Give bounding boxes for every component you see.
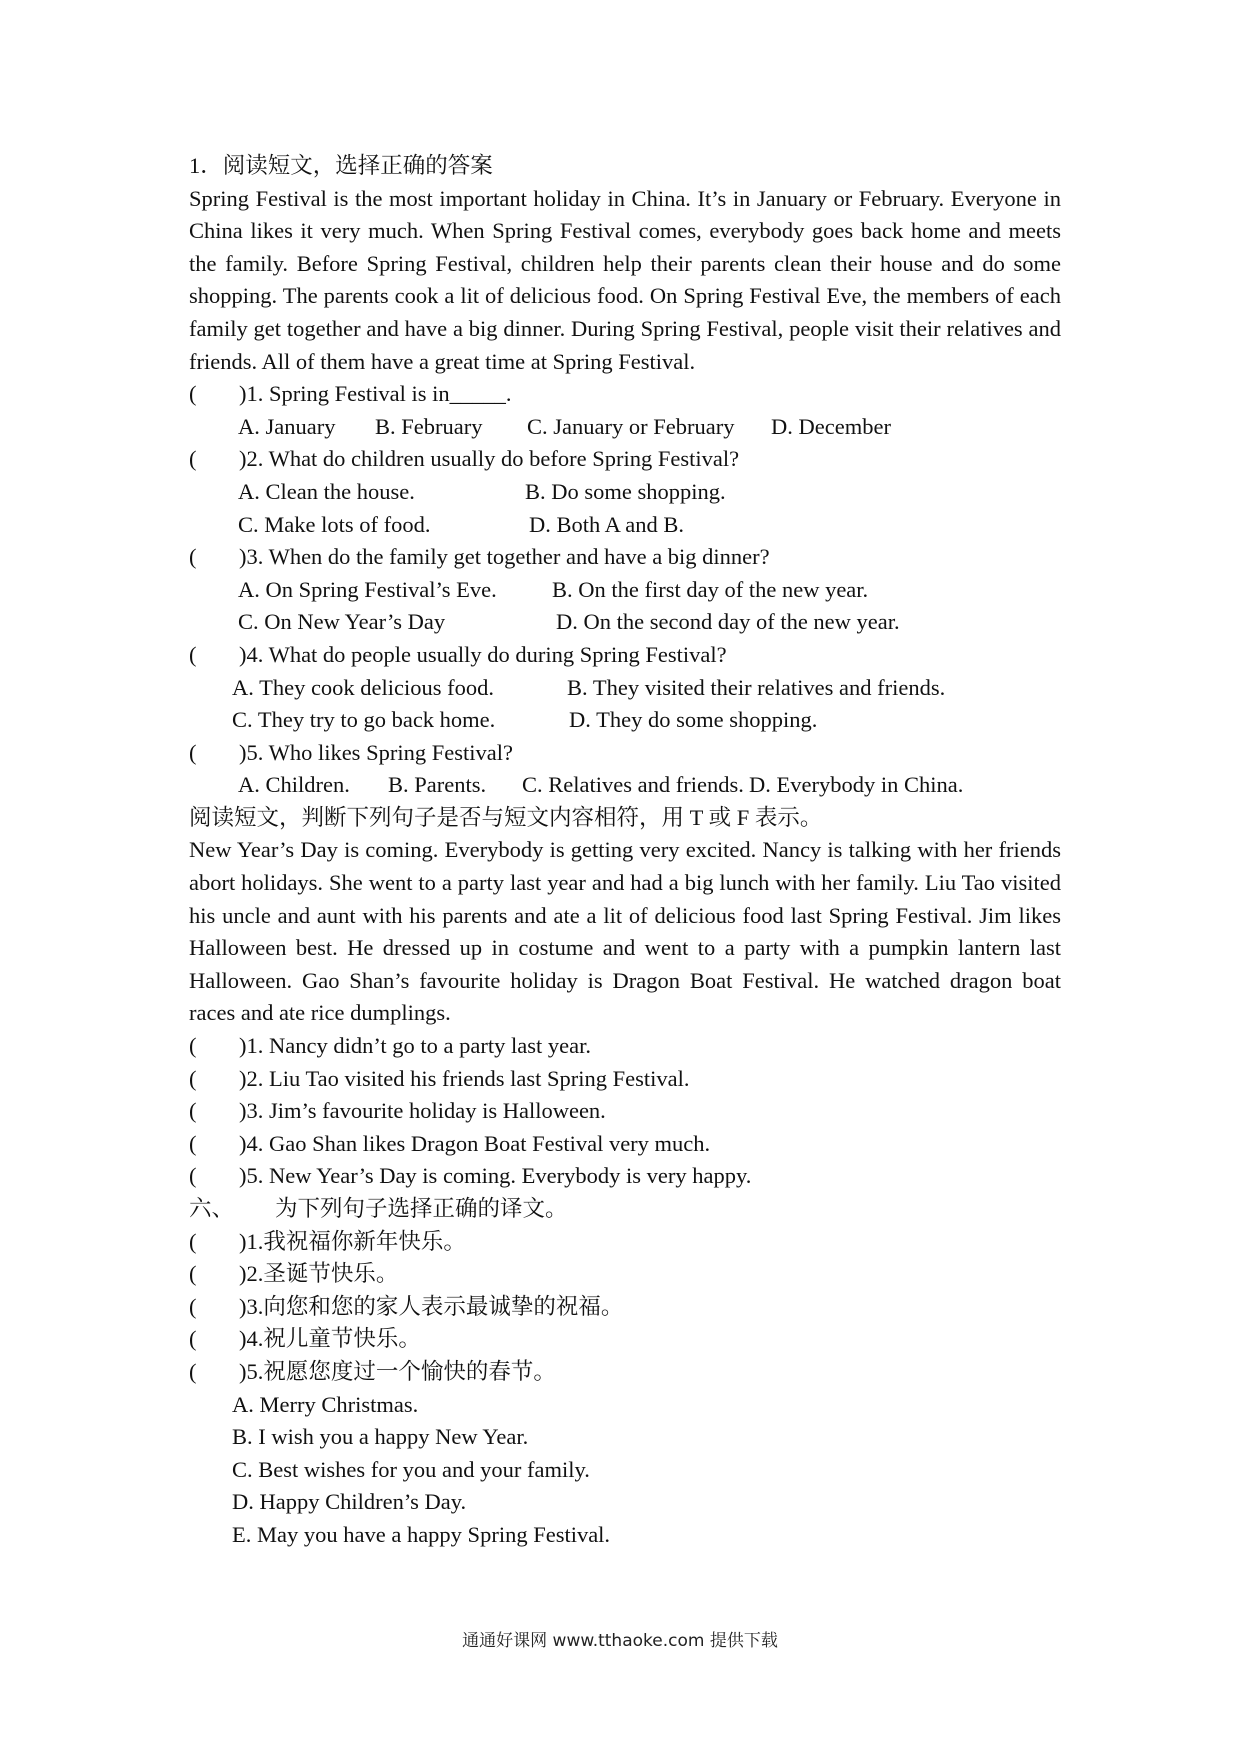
statement-text: )2. Liu Tao visited his friends last Spring Festival. (239, 1065, 690, 1091)
option: B. February (375, 413, 483, 439)
answer-paren[interactable]: ( (189, 446, 197, 472)
item-text: )4.祝儿童节快乐。 (239, 1326, 421, 1352)
translation-item (189, 1291, 1061, 1324)
choice-text: D. Happy Children’s Day. (232, 1489, 467, 1515)
translation-item (189, 1356, 1061, 1389)
answer-paren[interactable]: ( (189, 1098, 197, 1124)
choice-line (189, 1486, 1061, 1519)
section3-heading (189, 1193, 1061, 1226)
section1-heading: 1．阅读短文，选择正确的答案 (189, 153, 493, 178)
option: A. On Spring Festival’s Eve. (238, 576, 497, 602)
translation-item (189, 1323, 1061, 1356)
options-row (189, 574, 1061, 607)
choice-line (189, 1389, 1061, 1422)
page-footer: 通通好课网 www.tthaoke.com 提供下载 (462, 1631, 778, 1651)
translation-item (189, 1226, 1061, 1259)
section3-title: 为下列句子选择正确的译文。 (275, 1196, 568, 1221)
choice-text: B. I wish you a happy New Year. (232, 1424, 529, 1450)
option: D. Both A and B. (529, 511, 685, 537)
choice-line (189, 1519, 1061, 1552)
question-text: )2. What do children usually do before Spring Festival? (239, 446, 740, 472)
section-number: 六、 (189, 1196, 235, 1221)
statement-text: )1. Nancy didn’t go to a party last year. (239, 1033, 591, 1059)
option: C. On New Year’s Day (238, 609, 446, 635)
answer-paren[interactable]: ( (189, 1163, 197, 1189)
answer-paren[interactable]: ( (189, 739, 197, 765)
answer-paren[interactable]: ( (189, 1293, 197, 1319)
options-row (189, 476, 1061, 509)
options-row (189, 704, 1061, 737)
question-text: )5. Who likes Spring Festival? (239, 739, 513, 765)
mc-question (189, 737, 1061, 770)
option: A. January (238, 413, 336, 439)
answer-paren[interactable]: ( (189, 544, 197, 570)
choice-text: C. Best wishes for you and your family. (232, 1456, 590, 1482)
option: A. They cook delicious food. (232, 674, 495, 700)
item-text: )2.圣诞节快乐。 (239, 1261, 399, 1287)
tf-statement (189, 1030, 1061, 1063)
option: B. Do some shopping. (525, 478, 726, 504)
options-row (189, 509, 1061, 542)
choice-text: A. Merry Christmas. (232, 1391, 419, 1417)
item-text: )1.我祝福你新年快乐。 (239, 1228, 466, 1254)
question-text: )3. When do the family get together and have a big dinner? (239, 544, 770, 570)
option: D. December (771, 413, 891, 439)
option: D. On the second day of the new year. (556, 609, 900, 635)
option: C. Relatives and friends. (522, 772, 744, 798)
section2-passage: New Year’s Day is coming. Everybody is getting very excited. Nancy is talking with her friends abort holidays. She went to a party last year and had a big lunch with her family. Liu Tao visited his uncle and aunt with his parents and ate a lit of delicious food last Spring Festival. Jim likes Halloween best. He dressed up in costume and went to a party with a pumpkin lantern last Halloween. Gao Shan’s favourite holiday is Dragon Boat Festival. He watched dragon boat races and ate rice dumplings. (189, 837, 1061, 1026)
options-row (189, 672, 1061, 705)
section2-heading: 阅读短文，判断下列句子是否与短文内容相符，用 T 或 F 表示。 (189, 804, 823, 830)
choice-text: E. May you have a happy Spring Festival. (232, 1521, 611, 1547)
option: D. They do some shopping. (569, 707, 818, 733)
choice-line (189, 1454, 1061, 1487)
answer-paren[interactable]: ( (189, 641, 197, 667)
answer-paren[interactable]: ( (189, 1033, 197, 1059)
tf-statement (189, 1095, 1061, 1128)
answer-paren[interactable]: ( (189, 1326, 197, 1352)
option: B. They visited their relatives and friends. (567, 674, 946, 700)
option: B. Parents. (388, 772, 487, 798)
answer-paren[interactable]: ( (189, 1261, 197, 1287)
section1-passage: Spring Festival is the most important holiday in China. It’s in January or February. Everyone in China likes it very much. When Spring Festival comes, everybody goes back home and meets the family. Before Spring Festival, children help their parents clean their house and do some shopping. The parents cook a lit of delicious food. On Spring Festival Eve, the members of each family get together and have a big dinner. During Spring Festival, people visit their relatives and friends. All of them have a great time at Spring Festival. (189, 185, 1061, 374)
answer-paren[interactable]: ( (189, 1065, 197, 1091)
answer-paren[interactable]: ( (189, 1358, 197, 1384)
statement-text: )3. Jim’s favourite holiday is Halloween. (239, 1098, 606, 1124)
tf-statement (189, 1160, 1061, 1193)
option: D. Everybody in China. (749, 772, 964, 798)
item-text: )3.向您和您的家人表示最诚挚的祝福。 (239, 1293, 624, 1319)
question-text: )4. What do people usually do during Spring Festival? (239, 641, 727, 667)
mc-question (189, 378, 1061, 411)
answer-paren[interactable]: ( (189, 1130, 197, 1156)
answer-paren[interactable]: ( (189, 1228, 197, 1254)
tf-statement (189, 1063, 1061, 1096)
answer-paren[interactable]: ( (189, 381, 197, 407)
item-text: )5.祝愿您度过一个愉快的春节。 (239, 1358, 556, 1384)
option: C. They try to go back home. (232, 707, 496, 733)
option: C. Make lots of food. (238, 511, 431, 537)
option: A. Children. (238, 772, 350, 798)
choice-line (189, 1421, 1061, 1454)
option: C. January or February (527, 413, 735, 439)
option: B. On the first day of the new year. (552, 576, 869, 602)
options-row (189, 769, 1061, 802)
mc-question (189, 443, 1061, 476)
mc-question (189, 639, 1061, 672)
question-text: )1. Spring Festival is in_____. (239, 381, 512, 407)
statement-text: )4. Gao Shan likes Dragon Boat Festival very much. (239, 1130, 711, 1156)
worksheet-content (189, 150, 1061, 1552)
translation-item (189, 1258, 1061, 1291)
option: A. Clean the house. (238, 478, 415, 504)
tf-statement (189, 1128, 1061, 1161)
options-row (189, 606, 1061, 639)
statement-text: )5. New Year’s Day is coming. Everybody is very happy. (239, 1163, 752, 1189)
options-row (189, 411, 1061, 444)
mc-question (189, 541, 1061, 574)
